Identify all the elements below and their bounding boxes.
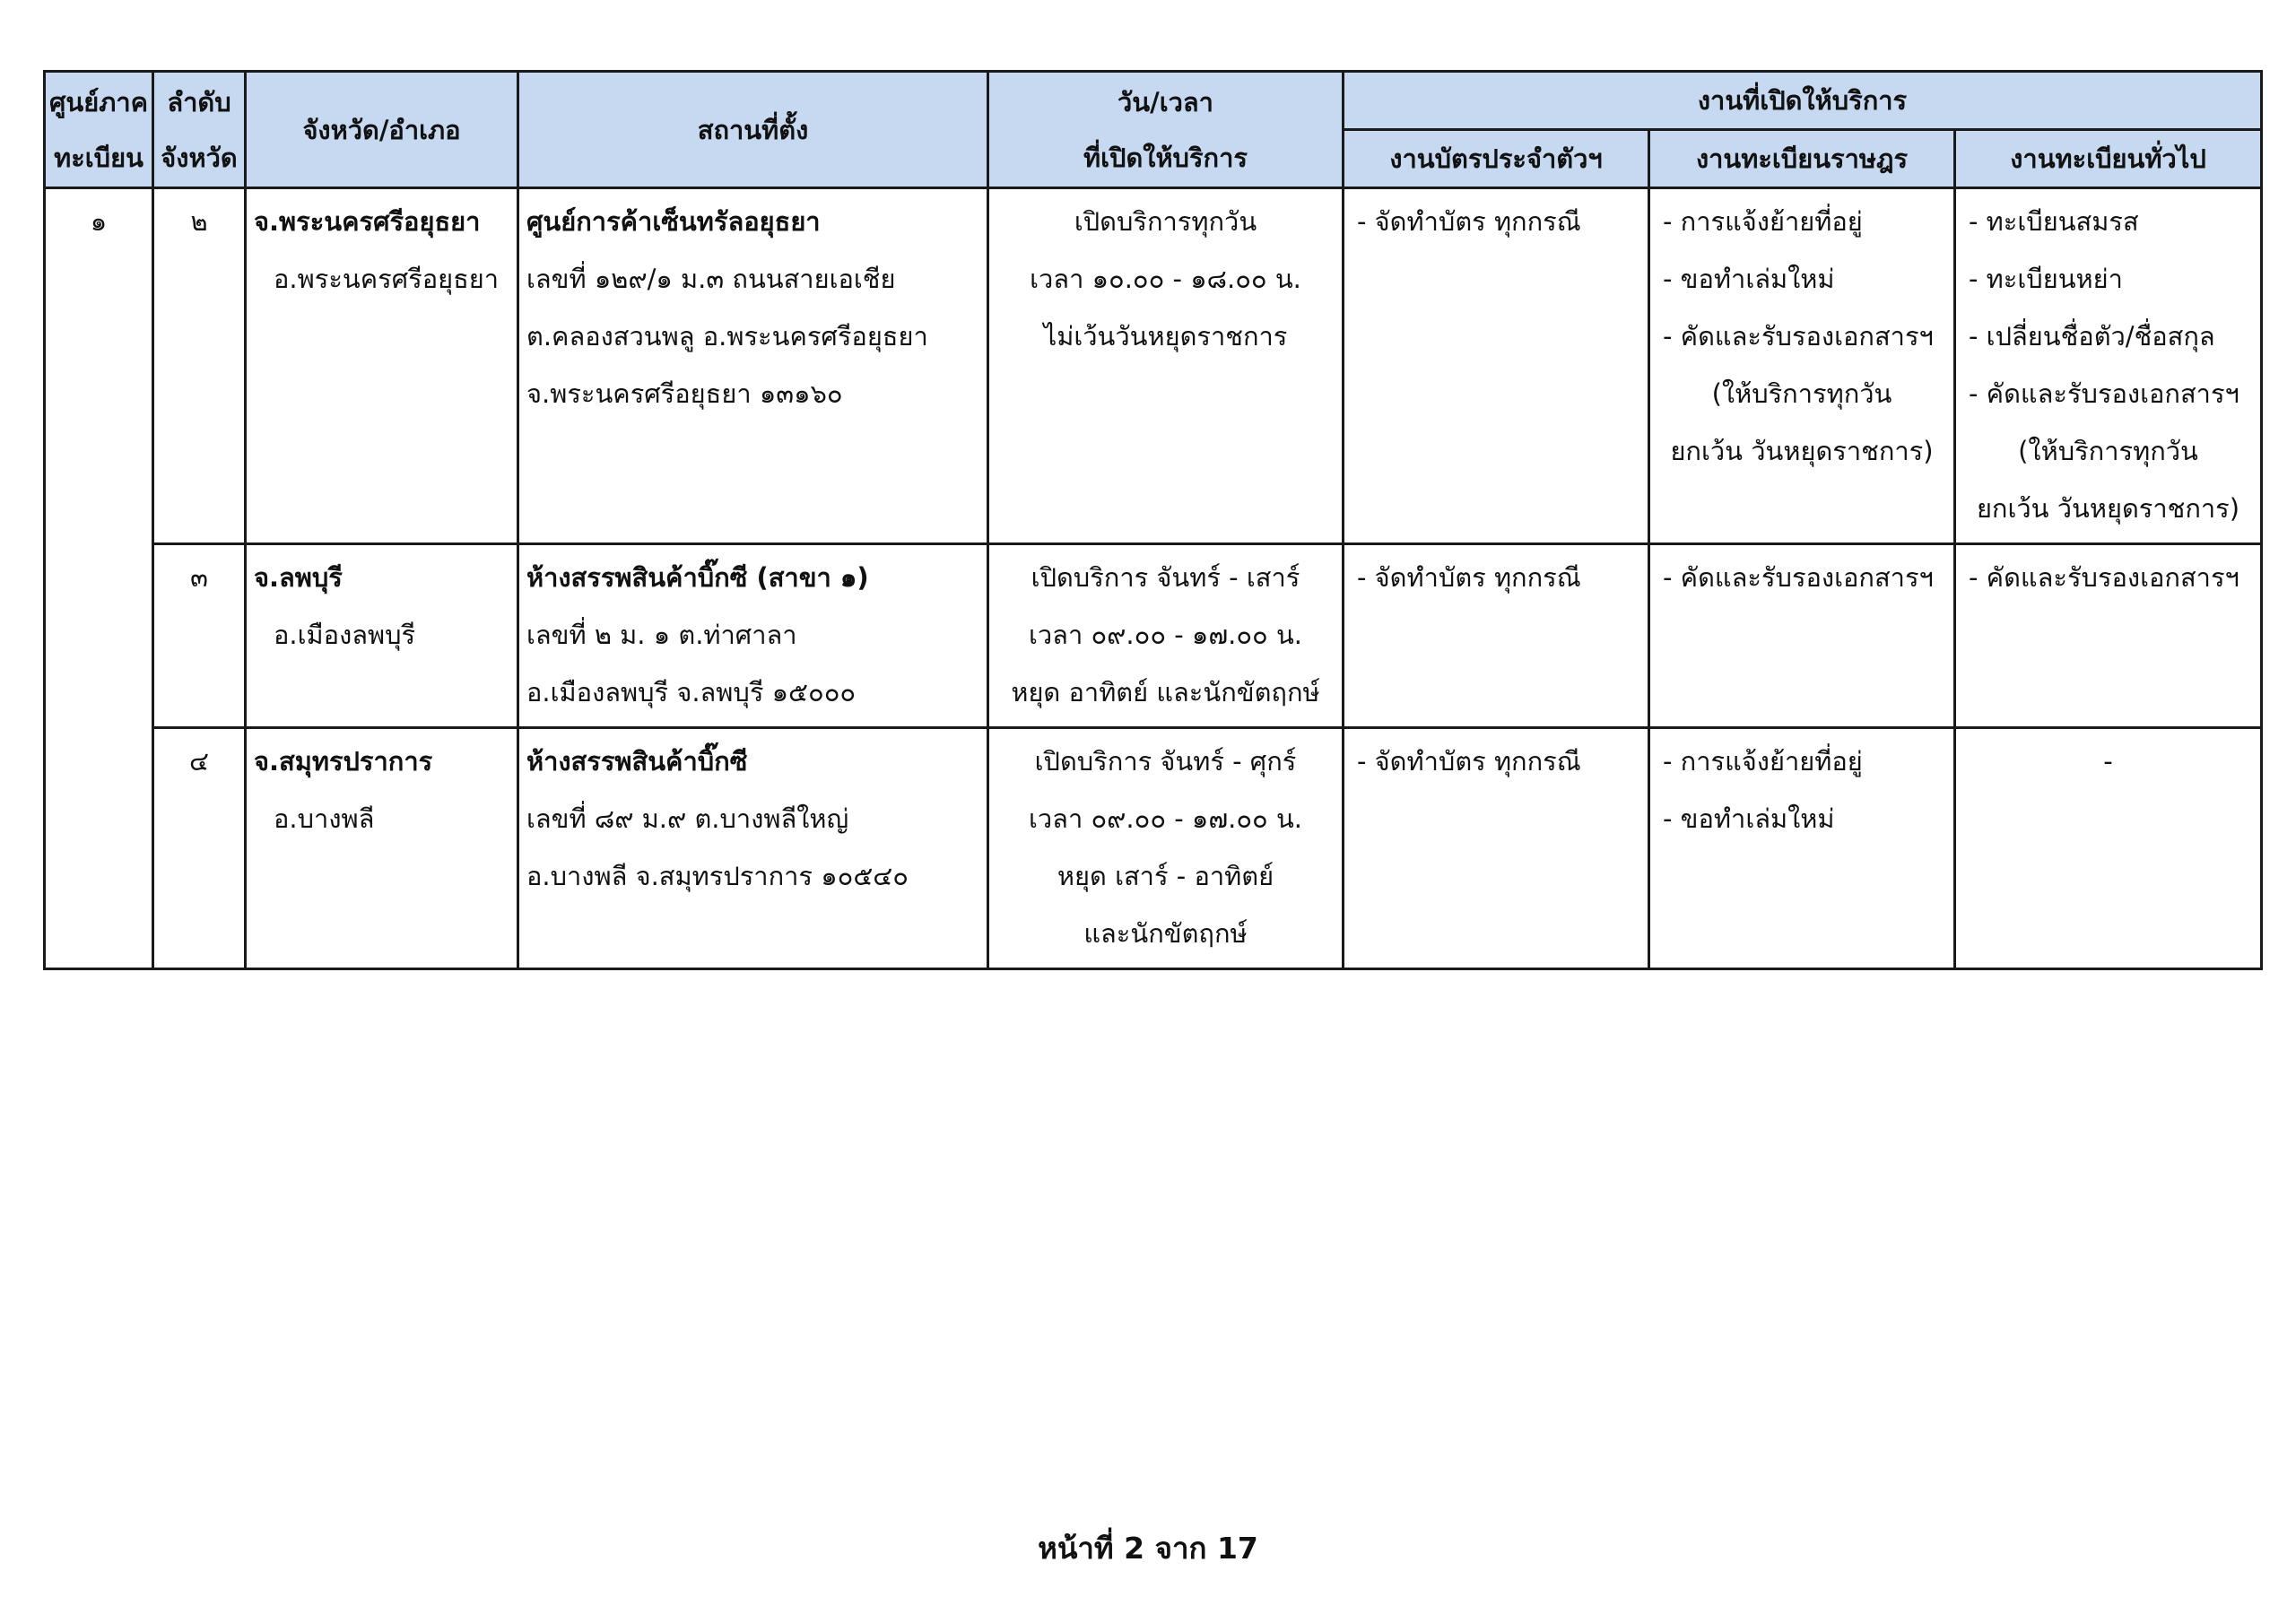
general-reg-item: - — [2103, 746, 2113, 777]
location-line: เลขที่ ๒ ม. ๑ ต.ท่าศาลา — [526, 620, 797, 650]
general-reg-item: - ทะเบียนสมรส — [1969, 206, 2139, 237]
civil-reg-cell — [1649, 188, 1955, 544]
general-reg-item: ยกเว้น วันหยุดราชการ) — [1976, 493, 2240, 524]
id-card-item: - จัดทำบัตร ทุกกรณี — [1357, 562, 1581, 593]
province-cell — [246, 544, 518, 728]
header-region: ศูนย์ภาค ทะเบียน — [45, 72, 153, 188]
province-name: จ.พระนครศรีอยุธยา — [254, 206, 481, 237]
table-body — [45, 188, 2262, 969]
location-line: เลขที่ ๑๒๙/๑ ม.๓ ถนนสายเอเชีย — [526, 264, 896, 294]
time-line: เปิดบริการ จันทร์ - ศุกร์ — [1034, 746, 1297, 777]
location-cell — [518, 188, 988, 544]
location-line: อ.เมืองลพบุรี จ.ลพบุรี ๑๕๐๐๐ — [526, 677, 857, 707]
civil-reg-item: - คัดและรับรองเอกสารฯ — [1663, 562, 1934, 593]
location-cell — [518, 728, 988, 969]
location-name: ห้างสรรพสินค้าบิ๊กซี (สาขา ๑) — [526, 562, 869, 593]
service-locations-table — [43, 70, 2263, 970]
region-cell — [45, 188, 153, 969]
location-line: ต.คลองสวนพลู อ.พระนครศรีอยุธยา — [526, 321, 928, 352]
id-card-item: - จัดทำบัตร ทุกกรณี — [1357, 746, 1581, 777]
header-time: วัน/เวลา ที่เปิดให้บริการ — [988, 72, 1344, 188]
general-reg-item: - ทะเบียนหย่า — [1969, 264, 2123, 294]
general-reg-item: (ให้บริการทุกวัน — [2018, 436, 2198, 466]
province-name: จ.ลพบุรี — [254, 562, 343, 593]
time-cell — [988, 728, 1344, 969]
general-reg-cell — [1955, 544, 2262, 728]
time-line: หยุด อาทิตย์ และนักขัตฤกษ์ — [1011, 677, 1320, 707]
location-line: จ.พระนครศรีอยุธยา ๑๓๑๖๐ — [526, 378, 843, 409]
table-row — [45, 728, 2262, 969]
general-reg-cell — [1955, 728, 2262, 969]
region-number: ๑ — [90, 206, 108, 237]
table-row — [45, 188, 2262, 544]
header-id-card: งานบัตรประจำตัวฯ — [1344, 130, 1649, 188]
id-card-cell — [1344, 544, 1649, 728]
order-number: ๒ — [190, 206, 208, 237]
district-name: อ.เมืองลพบุรี — [274, 620, 416, 650]
district-name: อ.บางพลี — [274, 803, 375, 834]
civil-reg-item: ยกเว้น วันหยุดราชการ) — [1670, 436, 1934, 466]
time-cell — [988, 544, 1344, 728]
civil-reg-item: - การแจ้งย้ายที่อยู่ — [1663, 746, 1863, 777]
general-reg-item: - เปลี่ยนชื่อตัว/ชื่อสกุล — [1969, 321, 2215, 352]
time-cell — [988, 188, 1344, 544]
header-civil-reg: งานทะเบียนราษฎร — [1649, 130, 1955, 188]
province-name: จ.สมุทรปราการ — [254, 746, 433, 777]
time-line: เปิดบริการ จันทร์ - เสาร์ — [1031, 562, 1300, 593]
civil-reg-cell — [1649, 728, 1955, 969]
time-line: เปิดบริการทุกวัน — [1074, 206, 1257, 237]
page-footer: หน้าที่ 2 จาก 17 — [1038, 1531, 1258, 1566]
time-line: เวลา ๐๙.๐๐ - ๑๗.๐๐ น. — [1028, 803, 1303, 834]
order-cell — [153, 728, 246, 969]
civil-reg-item: - ขอทำเล่มใหม่ — [1663, 803, 1835, 834]
location-name: ห้างสรรพสินค้าบิ๊กซี — [526, 746, 748, 777]
province-cell — [246, 188, 518, 544]
location-name: ศูนย์การค้าเซ็นทรัลอยุธยา — [526, 206, 821, 237]
civil-reg-item: - คัดและรับรองเอกสารฯ — [1663, 321, 1934, 352]
location-line: เลขที่ ๘๙ ม.๙ ต.บางพลีใหญ่ — [526, 803, 849, 834]
order-cell — [153, 188, 246, 544]
header-services: งานที่เปิดให้บริการ — [1344, 72, 2262, 130]
table-row — [45, 544, 2262, 728]
id-card-item: - จัดทำบัตร ทุกกรณี — [1357, 206, 1581, 237]
header-general-reg: งานทะเบียนทั่วไป — [1955, 130, 2262, 188]
time-line: ไม่เว้นวันหยุดราชการ — [1043, 321, 1288, 352]
order-cell — [153, 544, 246, 728]
location-line: อ.บางพลี จ.สมุทรปราการ ๑๐๕๔๐ — [526, 861, 909, 891]
civil-reg-item: (ให้บริการทุกวัน — [1711, 378, 1892, 409]
district-name: อ.พระนครศรีอยุธยา — [274, 264, 500, 294]
order-number: ๓ — [190, 562, 208, 593]
civil-reg-cell — [1649, 544, 1955, 728]
header-order: ลำดับ จังหวัด — [153, 72, 246, 188]
header-location: สถานที่ตั้ง — [518, 72, 988, 188]
province-cell — [246, 728, 518, 969]
general-reg-item: - คัดและรับรองเอกสารฯ — [1969, 562, 2239, 593]
time-line: และนักขัตฤกษ์ — [1083, 918, 1248, 949]
civil-reg-item: - ขอทำเล่มใหม่ — [1663, 264, 1835, 294]
time-line: เวลา ๑๐.๐๐ - ๑๘.๐๐ น. — [1030, 264, 1301, 294]
order-number: ๔ — [189, 746, 209, 777]
time-line: หยุด เสาร์ - อาทิตย์ — [1057, 861, 1274, 891]
civil-reg-item: - การแจ้งย้ายที่อยู่ — [1663, 206, 1863, 237]
time-line: เวลา ๐๙.๐๐ - ๑๗.๐๐ น. — [1028, 620, 1303, 650]
location-cell — [518, 544, 988, 728]
id-card-cell — [1344, 188, 1649, 544]
id-card-cell — [1344, 728, 1649, 969]
general-reg-cell — [1955, 188, 2262, 544]
general-reg-item: - คัดและรับรองเอกสารฯ — [1969, 378, 2239, 409]
header-province: จังหวัด/อำเภอ — [246, 72, 518, 188]
